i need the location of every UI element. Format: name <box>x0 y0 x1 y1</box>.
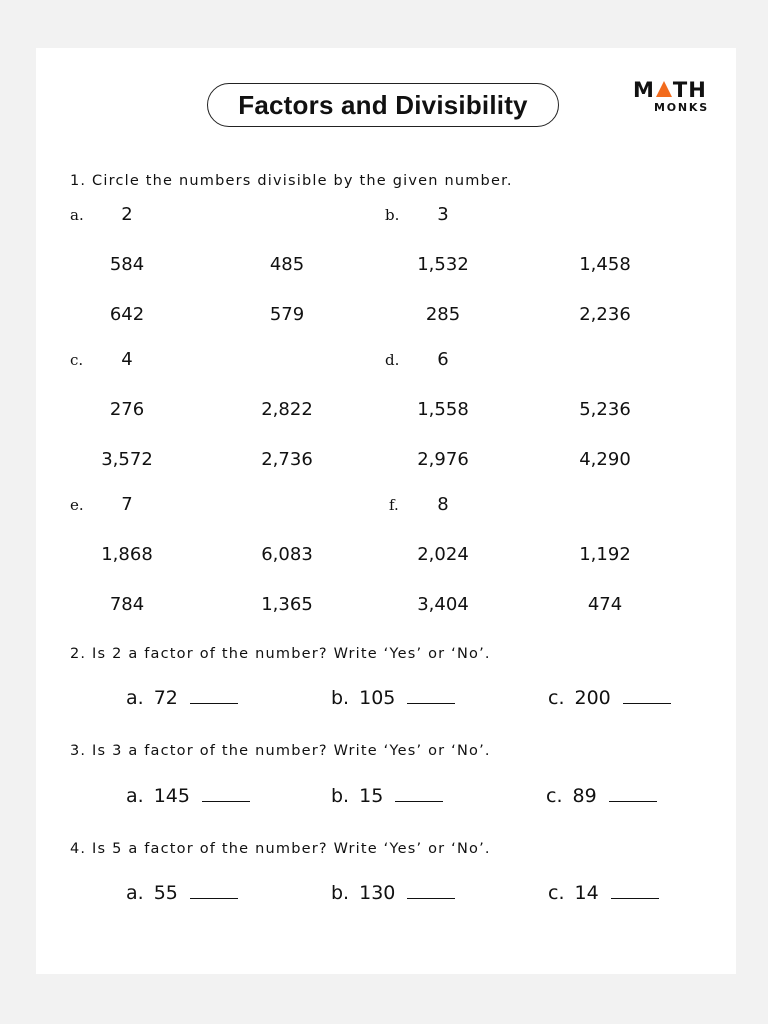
set-b-label: b. <box>385 206 400 224</box>
q4-item-c <box>548 880 659 904</box>
set-f-number[interactable]: 1,192 <box>579 544 631 565</box>
answer-blank[interactable] <box>190 685 238 704</box>
set-c-number[interactable]: 2,822 <box>261 399 313 420</box>
item-label: c. <box>546 785 563 807</box>
set-a-divisor: 2 <box>121 204 133 225</box>
q3-item-b <box>331 783 443 807</box>
set-e-label: e. <box>70 496 84 514</box>
item-value: 15 <box>359 785 384 807</box>
math-monks-logo <box>633 78 713 118</box>
set-b-number[interactable]: 2,236 <box>579 304 631 325</box>
question-3-prompt: 3. Is 3 a factor of the number? Write ‘Yes’ or ‘No’. <box>70 743 491 759</box>
item-label: b. <box>331 687 350 709</box>
set-c-number[interactable]: 276 <box>109 399 145 420</box>
q2-item-b <box>331 685 455 709</box>
page-title: Factors and Divisibility <box>207 83 559 127</box>
item-value: 72 <box>153 687 178 709</box>
set-c-number[interactable]: 3,572 <box>101 449 153 470</box>
item-value: 14 <box>574 882 599 904</box>
set-b-number[interactable]: 1,532 <box>417 254 469 275</box>
answer-blank[interactable] <box>609 783 657 802</box>
item-label: b. <box>331 882 350 904</box>
set-c-divisor: 4 <box>121 349 133 370</box>
q4-item-b <box>331 880 455 904</box>
set-f-label: f. <box>389 496 399 514</box>
set-a-number[interactable]: 485 <box>269 254 305 275</box>
item-label: c. <box>548 882 565 904</box>
item-label: a. <box>126 785 144 807</box>
set-e-number[interactable]: 784 <box>109 594 145 615</box>
item-value: 55 <box>153 882 178 904</box>
q4-item-a <box>126 880 238 904</box>
q2-item-a <box>126 685 238 709</box>
set-e-number[interactable]: 1,365 <box>261 594 313 615</box>
set-d-number[interactable]: 1,558 <box>417 399 469 420</box>
set-f-number[interactable]: 474 <box>587 594 623 615</box>
set-b-number[interactable]: 285 <box>425 304 461 325</box>
answer-blank[interactable] <box>202 783 250 802</box>
item-label: a. <box>126 882 144 904</box>
answer-blank[interactable] <box>407 880 455 899</box>
logo-letters-th: TH <box>672 78 707 102</box>
set-b-number[interactable]: 1,458 <box>579 254 631 275</box>
set-a-label: a. <box>70 206 84 224</box>
item-value: 200 <box>574 687 611 709</box>
set-c-number[interactable]: 2,736 <box>261 449 313 470</box>
item-label: c. <box>548 687 565 709</box>
set-f-divisor: 8 <box>437 494 449 515</box>
set-d-number[interactable]: 2,976 <box>417 449 469 470</box>
set-d-number[interactable]: 5,236 <box>579 399 631 420</box>
answer-blank[interactable] <box>407 685 455 704</box>
item-value: 145 <box>153 785 190 807</box>
set-f-number[interactable]: 2,024 <box>417 544 469 565</box>
question-4-prompt: 4. Is 5 a factor of the number? Write ‘Yes’ or ‘No’. <box>70 841 491 857</box>
triangle-icon <box>656 81 672 97</box>
item-label: b. <box>331 785 350 807</box>
item-value: 89 <box>572 785 597 807</box>
q3-item-c <box>546 783 657 807</box>
question-1-prompt: 1. Circle the numbers divisible by the given number. <box>70 173 513 189</box>
set-f-number[interactable]: 3,404 <box>417 594 469 615</box>
answer-blank[interactable] <box>623 685 671 704</box>
set-d-divisor: 6 <box>437 349 449 370</box>
question-2-prompt: 2. Is 2 a factor of the number? Write ‘Yes’ or ‘No’. <box>70 646 491 662</box>
item-label: a. <box>126 687 144 709</box>
set-e-number[interactable]: 1,868 <box>101 544 153 565</box>
answer-blank[interactable] <box>395 783 443 802</box>
q3-item-a <box>126 783 250 807</box>
logo-wordmark <box>633 78 707 102</box>
set-e-number[interactable]: 6,083 <box>261 544 313 565</box>
set-e-divisor: 7 <box>121 494 133 515</box>
set-d-label: d. <box>385 351 400 369</box>
item-value: 130 <box>359 882 396 904</box>
set-a-number[interactable]: 584 <box>109 254 145 275</box>
answer-blank[interactable] <box>190 880 238 899</box>
logo-letter-m: M <box>633 78 655 102</box>
item-value: 105 <box>359 687 396 709</box>
q2-item-c <box>548 685 671 709</box>
set-c-label: c. <box>70 351 84 369</box>
logo-subtitle: MONKS <box>654 101 709 114</box>
set-b-divisor: 3 <box>437 204 449 225</box>
answer-blank[interactable] <box>611 880 659 899</box>
set-d-number[interactable]: 4,290 <box>579 449 631 470</box>
set-a-number[interactable]: 642 <box>109 304 145 325</box>
set-a-number[interactable]: 579 <box>269 304 305 325</box>
